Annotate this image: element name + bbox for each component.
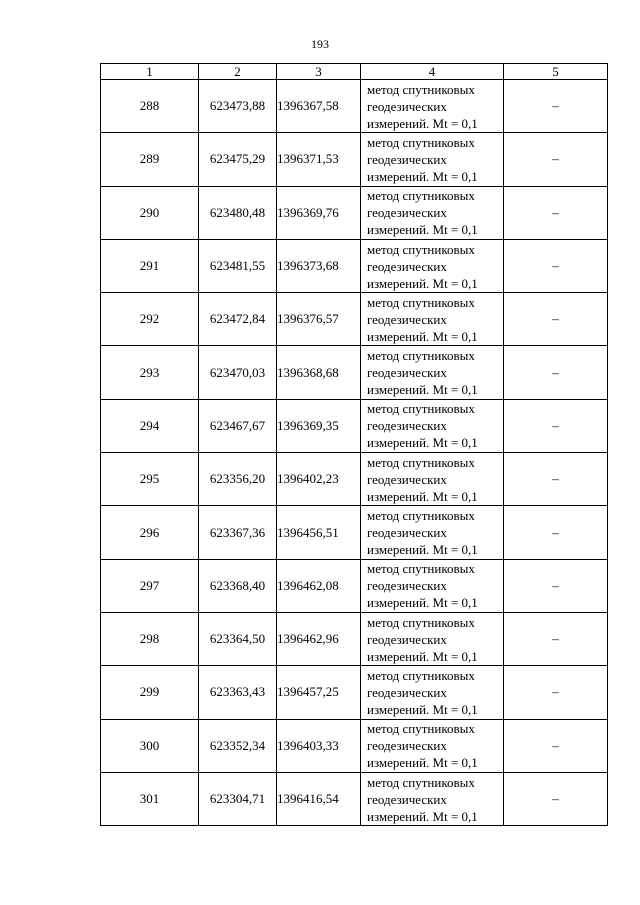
method-line: метод спутниковых xyxy=(367,508,475,524)
method-line: измерений. Mt = 0,1 xyxy=(367,755,478,771)
y-coordinate-cell: 1396373,68 xyxy=(277,239,361,292)
x-coordinate-cell: 623304,71 xyxy=(199,772,277,825)
x-coordinate-cell: 623467,67 xyxy=(199,399,277,452)
y-coordinate-cell: 1396376,57 xyxy=(277,293,361,346)
method-line: геодезических xyxy=(367,684,447,700)
y-coordinate-cell: 1396368,68 xyxy=(277,346,361,399)
point-number-cell: 292 xyxy=(101,293,199,346)
method-line: геодезических xyxy=(367,578,447,594)
note-cell: – xyxy=(504,399,608,452)
method-line: геодезических xyxy=(367,738,447,754)
method-line: измерений. Mt = 0,1 xyxy=(367,808,478,824)
method-line: измерений. Mt = 0,1 xyxy=(367,275,478,291)
method-cell xyxy=(361,453,504,506)
point-number-cell: 291 xyxy=(101,239,199,292)
method-cell xyxy=(361,346,504,399)
x-coordinate-cell: 623480,48 xyxy=(199,186,277,239)
method-line: геодезических xyxy=(367,98,447,114)
note-cell: – xyxy=(504,186,608,239)
method-line: измерений. Mt = 0,1 xyxy=(367,222,478,238)
y-coordinate-cell: 1396456,51 xyxy=(277,506,361,559)
y-coordinate-cell: 1396369,35 xyxy=(277,399,361,452)
note-cell: – xyxy=(504,133,608,186)
method-line: геодезических xyxy=(367,791,447,807)
note-cell: – xyxy=(504,666,608,719)
table-row xyxy=(101,772,608,825)
method-line: геодезических xyxy=(367,205,447,221)
table-row xyxy=(101,399,608,452)
method-line: измерений. Mt = 0,1 xyxy=(367,542,478,558)
method-line: геодезических xyxy=(367,471,447,487)
method-line: метод спутниковых xyxy=(367,241,475,257)
method-line: геодезических xyxy=(367,311,447,327)
method-line: измерений. Mt = 0,1 xyxy=(367,115,478,131)
y-coordinate-cell: 1396462,08 xyxy=(277,559,361,612)
method-line: геодезических xyxy=(367,525,447,541)
method-line: геодезических xyxy=(367,631,447,647)
x-coordinate-cell: 623368,40 xyxy=(199,559,277,612)
y-coordinate-cell: 1396416,54 xyxy=(277,772,361,825)
method-line: геодезических xyxy=(367,365,447,381)
method-cell xyxy=(361,612,504,665)
method-cell xyxy=(361,772,504,825)
method-cell xyxy=(361,399,504,452)
table-row xyxy=(101,293,608,346)
y-coordinate-cell: 1396371,53 xyxy=(277,133,361,186)
x-coordinate-cell: 623367,36 xyxy=(199,506,277,559)
note-cell: – xyxy=(504,506,608,559)
column-header: 3 xyxy=(277,64,361,80)
x-coordinate-cell: 623363,43 xyxy=(199,666,277,719)
method-line: метод спутниковых xyxy=(367,401,475,417)
method-line: измерений. Mt = 0,1 xyxy=(367,595,478,611)
coordinates-table xyxy=(100,63,608,826)
method-line: метод спутниковых xyxy=(367,81,475,97)
x-coordinate-cell: 623481,55 xyxy=(199,239,277,292)
point-number-cell: 298 xyxy=(101,612,199,665)
table-row xyxy=(101,666,608,719)
page-number: 193 xyxy=(311,37,329,51)
method-cell xyxy=(361,293,504,346)
note-cell: – xyxy=(504,80,608,133)
method-line: измерений. Mt = 0,1 xyxy=(367,435,478,451)
method-line: метод спутниковых xyxy=(367,667,475,683)
column-header: 2 xyxy=(199,64,277,80)
method-line: метод спутниковых xyxy=(367,294,475,310)
method-line: геодезических xyxy=(367,258,447,274)
point-number-cell: 288 xyxy=(101,80,199,133)
table-row xyxy=(101,559,608,612)
method-line: измерений. Mt = 0,1 xyxy=(367,488,478,504)
method-line: метод спутниковых xyxy=(367,561,475,577)
method-cell xyxy=(361,80,504,133)
y-coordinate-cell: 1396403,33 xyxy=(277,719,361,772)
method-cell xyxy=(361,719,504,772)
point-number-cell: 295 xyxy=(101,453,199,506)
x-coordinate-cell: 623364,50 xyxy=(199,612,277,665)
point-number-cell: 289 xyxy=(101,133,199,186)
table-row xyxy=(101,453,608,506)
method-cell xyxy=(361,559,504,612)
x-coordinate-cell: 623356,20 xyxy=(199,453,277,506)
note-cell: – xyxy=(504,453,608,506)
method-line: геодезических xyxy=(367,418,447,434)
note-cell: – xyxy=(504,719,608,772)
point-number-cell: 297 xyxy=(101,559,199,612)
method-line: измерений. Mt = 0,1 xyxy=(367,382,478,398)
x-coordinate-cell: 623473,88 xyxy=(199,80,277,133)
x-coordinate-cell: 623475,29 xyxy=(199,133,277,186)
point-number-cell: 293 xyxy=(101,346,199,399)
method-line: измерений. Mt = 0,1 xyxy=(367,648,478,664)
method-line: метод спутниковых xyxy=(367,721,475,737)
note-cell: – xyxy=(504,612,608,665)
table-header-row xyxy=(101,64,608,80)
method-cell xyxy=(361,133,504,186)
table-row xyxy=(101,186,608,239)
method-line: метод спутниковых xyxy=(367,614,475,630)
point-number-cell: 301 xyxy=(101,772,199,825)
method-line: геодезических xyxy=(367,151,447,167)
note-cell: – xyxy=(504,293,608,346)
method-line: измерений. Mt = 0,1 xyxy=(367,701,478,717)
note-cell: – xyxy=(504,346,608,399)
note-cell: – xyxy=(504,239,608,292)
method-cell xyxy=(361,506,504,559)
method-line: метод спутниковых xyxy=(367,774,475,790)
point-number-cell: 299 xyxy=(101,666,199,719)
method-line: метод спутниковых xyxy=(367,454,475,470)
method-cell xyxy=(361,186,504,239)
note-cell: – xyxy=(504,559,608,612)
column-header: 1 xyxy=(101,64,199,80)
x-coordinate-cell: 623470,03 xyxy=(199,346,277,399)
point-number-cell: 290 xyxy=(101,186,199,239)
table-row xyxy=(101,133,608,186)
x-coordinate-cell: 623352,34 xyxy=(199,719,277,772)
table-row xyxy=(101,346,608,399)
y-coordinate-cell: 1396462,96 xyxy=(277,612,361,665)
method-line: измерений. Mt = 0,1 xyxy=(367,168,478,184)
y-coordinate-cell: 1396457,25 xyxy=(277,666,361,719)
point-number-cell: 294 xyxy=(101,399,199,452)
point-number-cell: 296 xyxy=(101,506,199,559)
table-row xyxy=(101,80,608,133)
column-header: 5 xyxy=(504,64,608,80)
method-line: измерений. Mt = 0,1 xyxy=(367,328,478,344)
table-row xyxy=(101,612,608,665)
table-row xyxy=(101,239,608,292)
point-number-cell: 300 xyxy=(101,719,199,772)
note-cell: – xyxy=(504,772,608,825)
table-row xyxy=(101,506,608,559)
method-cell xyxy=(361,239,504,292)
table-row xyxy=(101,719,608,772)
y-coordinate-cell: 1396369,76 xyxy=(277,186,361,239)
method-line: метод спутниковых xyxy=(367,348,475,364)
method-line: метод спутниковых xyxy=(367,188,475,204)
x-coordinate-cell: 623472,84 xyxy=(199,293,277,346)
method-cell xyxy=(361,666,504,719)
column-header: 4 xyxy=(361,64,504,80)
y-coordinate-cell: 1396402,23 xyxy=(277,453,361,506)
y-coordinate-cell: 1396367,58 xyxy=(277,80,361,133)
method-line: метод спутниковых xyxy=(367,134,475,150)
